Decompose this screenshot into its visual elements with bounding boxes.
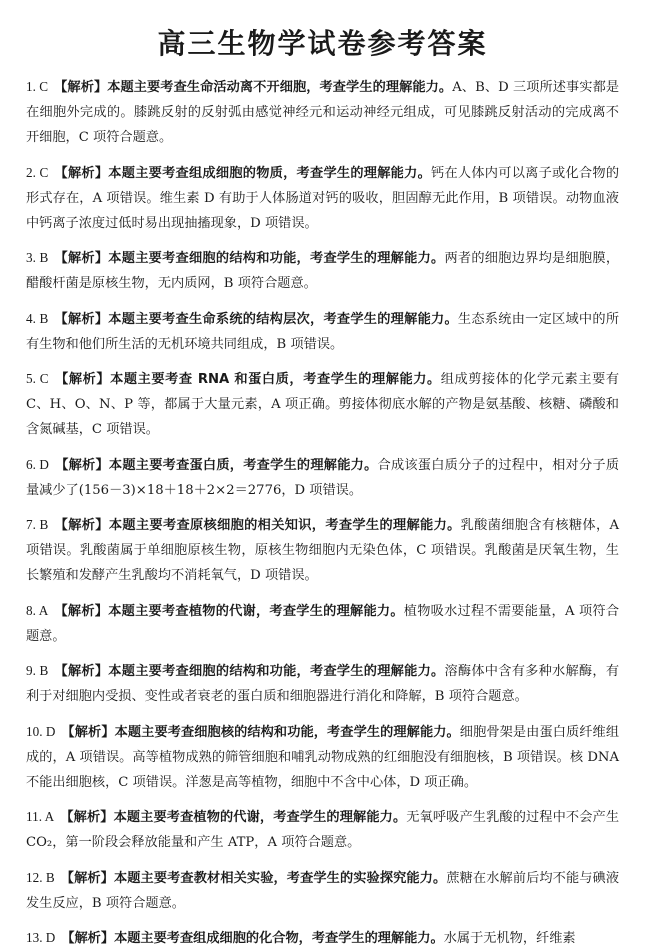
- analysis-body: 组成剪接体的化学元素主要有 C、H、O、N、P 等，都属于大量元素，A 项正确。剪接体彻底水解的产物是氨基酸、核糖、磷酸和含氮碱基，C 项错误。: [26, 372, 620, 437]
- analysis-body: A、B、D 三项所述事实都是在细胞外完成的。膝跳反射的反射弧由感觉神经元和运动神经元组成，可见膝跳反射活动的完成离不开细胞，C 项符合题意。: [26, 80, 620, 145]
- analysis-body: 植物吸水过程不需要能量，A 项符合题意。: [26, 603, 620, 644]
- analysis-tag: 【解析】: [54, 457, 109, 473]
- analysis-tag: 【解析】: [61, 724, 115, 740]
- analysis-topic: 本题主要考查生命活动离不开细胞，考查学生的理解能力。: [107, 80, 453, 95]
- answer-item: [26, 306, 619, 357]
- analysis-tag: 【解析】: [54, 603, 109, 619]
- analysis-tag: 【解析】: [54, 311, 109, 327]
- answer-item: [26, 804, 619, 855]
- answer-item: [26, 74, 619, 150]
- analysis-tag: 【解析】: [54, 664, 109, 679]
- analysis-body: 两者的细胞边界均是细胞膜，醋酸杆菌是原核生物，无内质网，B 项符合题意。: [26, 251, 620, 291]
- analysis-topic: 本题主要考查细胞的结构和功能，考查学生的理解能力。: [108, 251, 445, 266]
- analysis-topic: 本题主要考查原核细胞的相关知识，考查学生的理解能力。: [108, 518, 461, 533]
- answer-number: 13. D: [26, 930, 56, 945]
- analysis-tag: 【解析】: [54, 80, 108, 95]
- analysis-body: 水属于无机物，纤维素: [443, 931, 576, 946]
- answer-number: 1. C: [26, 79, 49, 94]
- analysis-tag: 【解析】: [60, 870, 114, 886]
- answer-item: [26, 658, 619, 709]
- answer-number: 8. A: [26, 602, 49, 618]
- answer-item: [26, 925, 619, 951]
- analysis-tag: 【解析】: [61, 931, 115, 946]
- answer-item: [26, 245, 619, 296]
- answer-number: 2. C: [26, 164, 49, 180]
- analysis-body: 合成该蛋白质分子的过程中，相对分子质量减少了(156－3)×18＋18＋2×2＝2776，D 项错误。: [26, 457, 620, 498]
- answer-item: [26, 366, 619, 442]
- answer-item: [26, 598, 619, 649]
- analysis-topic: 本题主要考查植物的代谢，考查学生的理解能力。: [108, 603, 404, 619]
- analysis-topic: 本题主要考查组成细胞的物质，考查学生的理解能力。: [108, 165, 432, 181]
- answer-number: 7. B: [26, 517, 49, 532]
- answer-list: [26, 74, 619, 951]
- answer-number: 10. D: [26, 723, 56, 739]
- answer-number: 11. A: [26, 809, 55, 824]
- analysis-body: 溶酶体中含有多种水解酶，有利于对细胞内受损、变性或者衰老的蛋白质和细胞器进行消化和降解，B 项符合题意。: [26, 664, 620, 704]
- analysis-tag: 【解析】: [60, 810, 114, 825]
- analysis-body: 蔗糖在水解前后均不能与碘液发生反应，B 项符合题意。: [26, 870, 620, 911]
- analysis-topic: 本题主要考查 RNA 和蛋白质，考查学生的理解能力。: [110, 372, 441, 387]
- analysis-tag: 【解析】: [54, 165, 109, 181]
- answer-number: 6. D: [26, 456, 49, 472]
- analysis-tag: 【解析】: [54, 251, 109, 266]
- answer-item: [26, 865, 619, 916]
- answer-number: 4. B: [26, 310, 49, 326]
- answer-item: [26, 512, 619, 588]
- analysis-body: 钙在人体内可以离子或化合物的形式存在，A 项错误。维生素 D 有助于人体肠道对钙的吸收，胆固醇无此作用，B 项错误。动物血液中钙离子浓度过低时易出现抽搐现象，D 项错误。: [26, 165, 620, 231]
- analysis-body: 乳酸菌细胞含有核糖体，A 项错误。乳酸菌属于单细胞原核生物，原核生物细胞内无染色体，C 项错误。乳酸菌是厌氧生物，生长繁殖和发酵产生乳酸均不消耗氧气，D 项错误。: [26, 518, 620, 583]
- analysis-body: 细胞骨架是由蛋白质纤维组成的，A 项错误。高等植物成熟的筛管细胞和哺乳动物成熟的红细胞没有细胞核，B 项错误。核 DNA 不能出细胞核，C 项错误。洋葱是高等植物，细胞中不含中心体，D 项正确。: [26, 724, 620, 790]
- analysis-topic: 本题主要考查组成细胞的化合物，考查学生的理解能力。: [114, 931, 444, 946]
- analysis-topic: 本题主要考查蛋白质，考查学生的理解能力。: [108, 457, 378, 473]
- page-title: 高三生物学试卷参考答案: [157, 27, 488, 60]
- answer-number: 5. C: [26, 371, 49, 386]
- answer-number: 3. B: [26, 250, 49, 265]
- answer-item: [26, 452, 619, 503]
- answer-number: 12. B: [26, 869, 55, 885]
- answer-number: 9. B: [26, 663, 49, 678]
- answer-item: [26, 719, 619, 795]
- answer-item: [26, 160, 619, 236]
- analysis-body: 生态系统由一定区域中的所有生物和他们所生活的无机环境共同组成，B 项错误。: [26, 311, 620, 352]
- analysis-body: 无氧呼吸产生乳酸的过程中不会产生 CO₂，第一阶段会释放能量和产生 ATP，A 项符合题意。: [26, 810, 620, 850]
- analysis-topic: 本题主要考查生命系统的结构层次，考查学生的理解能力。: [108, 311, 458, 327]
- analysis-topic: 本题主要考查植物的代谢，考查学生的理解能力。: [113, 810, 407, 825]
- analysis-topic: 本题主要考查细胞核的结构和功能，考查学生的理解能力。: [114, 724, 460, 740]
- analysis-topic: 本题主要考查细胞的结构和功能，考查学生的理解能力。: [108, 664, 445, 679]
- analysis-tag: 【解析】: [54, 372, 111, 387]
- analysis-tag: 【解析】: [54, 518, 109, 533]
- analysis-topic: 本题主要考查教材相关实验，考查学生的实验探究能力。: [113, 870, 447, 886]
